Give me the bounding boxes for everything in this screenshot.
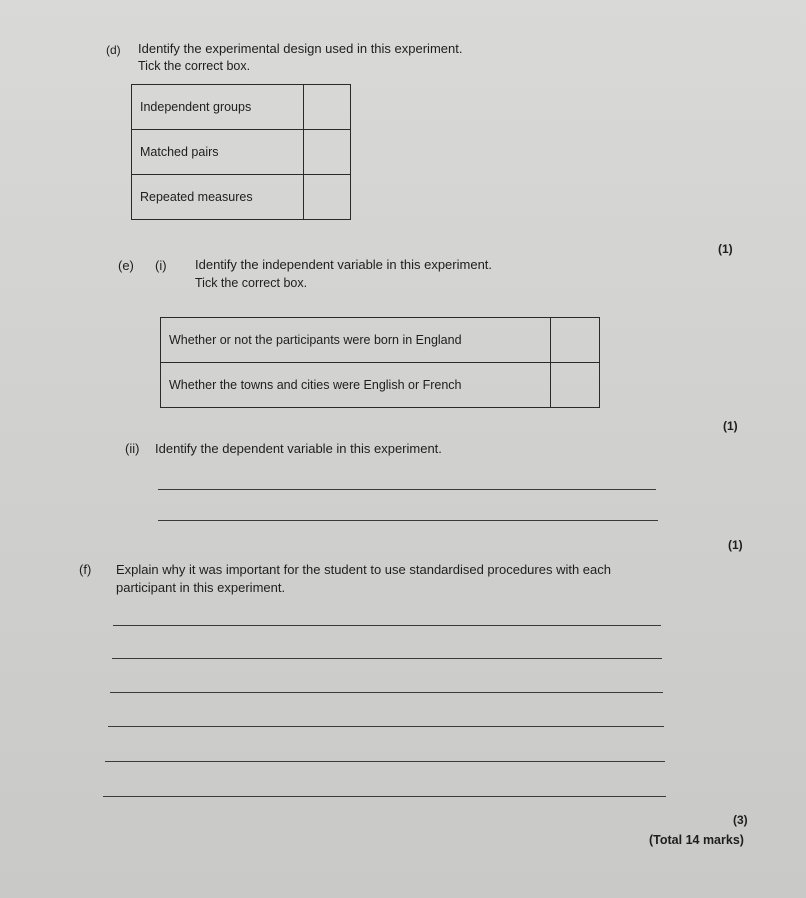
answer-line-e-ii-1[interactable] xyxy=(158,489,656,490)
answer-line-f-6[interactable] xyxy=(103,796,666,797)
part-f-marks: (3) xyxy=(733,813,748,827)
option-label: Matched pairs xyxy=(132,130,304,175)
part-d-question: Identify the experimental design used in this experiment. xyxy=(138,41,463,56)
answer-line-f-4[interactable] xyxy=(108,726,664,727)
tick-box-independent-groups[interactable] xyxy=(304,85,351,130)
tick-box-matched-pairs[interactable] xyxy=(304,130,351,175)
answer-line-e-ii-2[interactable] xyxy=(158,520,658,521)
tick-box-born-in-england[interactable] xyxy=(551,318,600,363)
total-marks: (Total 14 marks) xyxy=(649,833,744,847)
part-d-label: (d) xyxy=(106,43,121,57)
answer-line-f-3[interactable] xyxy=(110,692,663,693)
option-row xyxy=(161,363,600,408)
option-row xyxy=(161,318,600,363)
option-row xyxy=(132,85,351,130)
part-d-marks: (1) xyxy=(718,242,733,256)
part-e-i-label: (i) xyxy=(155,258,167,273)
tick-box-repeated-measures[interactable] xyxy=(304,175,351,220)
part-f-label: (f) xyxy=(79,562,92,577)
option-row xyxy=(132,175,351,220)
part-e-i-question: Identify the independent variable in this experiment. xyxy=(195,257,493,272)
tick-box-english-or-french[interactable] xyxy=(551,363,600,408)
answer-line-f-5[interactable] xyxy=(105,761,665,762)
part-e-ii-marks: (1) xyxy=(728,538,743,552)
design-options-table xyxy=(131,84,351,220)
part-e-i-marks: (1) xyxy=(723,419,738,433)
option-label: Independent groups xyxy=(132,85,304,130)
part-e-i-instruction: Tick the correct box. xyxy=(195,276,308,290)
option-label: Whether the towns and cities were English or French xyxy=(161,363,551,408)
part-d-instruction: Tick the correct box. xyxy=(138,59,251,73)
answer-line-f-2[interactable] xyxy=(112,658,662,659)
option-label: Repeated measures xyxy=(132,175,304,220)
part-f-question-line1: Explain why it was important for the student to use standardised procedures with each xyxy=(116,562,611,577)
iv-options-table xyxy=(160,317,600,408)
answer-line-f-1[interactable] xyxy=(113,625,661,626)
option-row xyxy=(132,130,351,175)
part-e-label: (e) xyxy=(118,258,134,273)
part-e-ii-label: (ii) xyxy=(125,441,140,456)
part-e-ii-question: Identify the dependent variable in this experiment. xyxy=(155,441,442,456)
option-label: Whether or not the participants were born in England xyxy=(161,318,551,363)
part-f-question-line2: participant in this experiment. xyxy=(116,580,286,595)
